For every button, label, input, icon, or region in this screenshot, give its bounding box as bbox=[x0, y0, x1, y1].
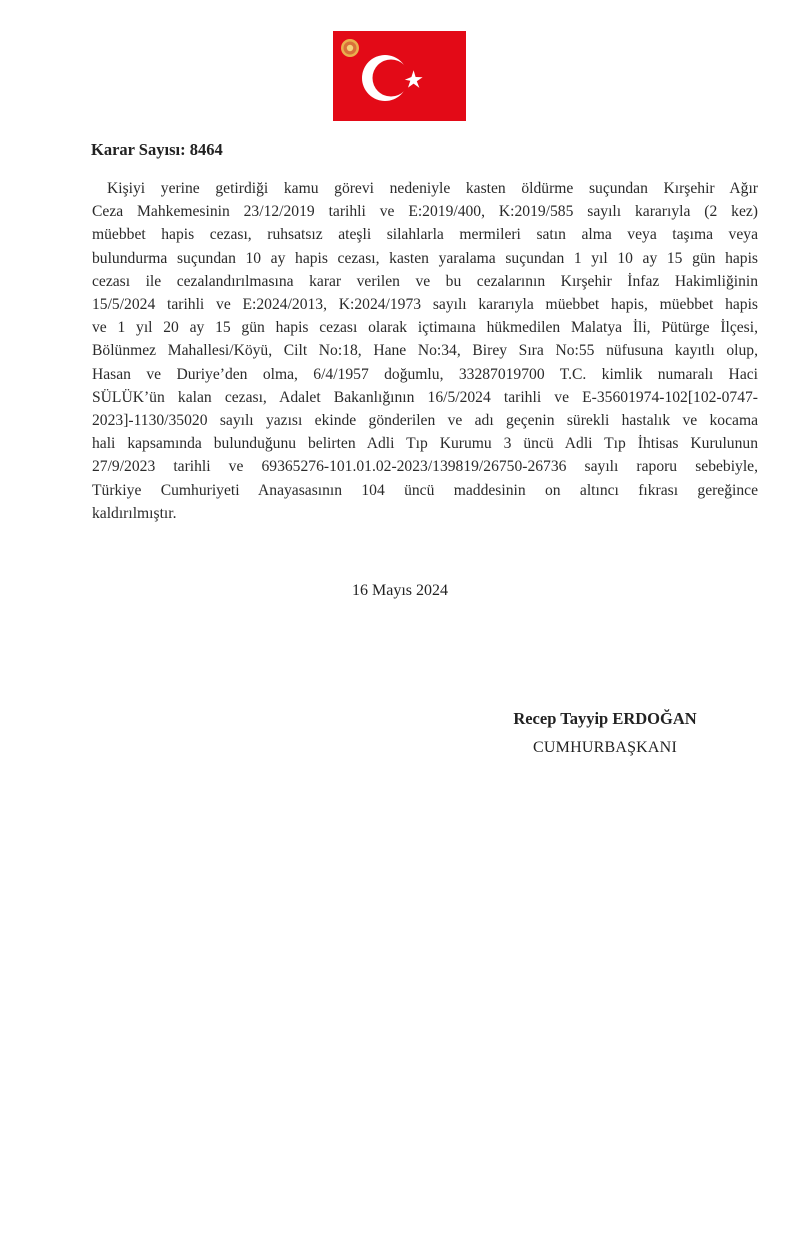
presidential-seal-icon bbox=[341, 39, 359, 57]
body-line: Ceza Mahkemesinin 23/12/2019 tarihli ve E:2019/400, K:2019/585 sayılı kararıyla (2 kez) bbox=[92, 203, 758, 221]
turkish-flag-emblem bbox=[333, 31, 466, 121]
signatory-title: CUMHURBAŞKANI bbox=[533, 739, 677, 756]
document-date: 16 Mayıs 2024 bbox=[352, 582, 448, 599]
decision-body bbox=[92, 177, 758, 525]
body-line: bulundurma suçundan 10 ay hapis cezası, kasten yaralama suçundan 1 yıl 10 ay 15 gün hapis bbox=[92, 249, 758, 267]
body-line: müebbet hapis cezası, ruhsatsız ateşli silahlarla mermileri satın alma veya taşıma veya bbox=[92, 226, 758, 244]
body-line: 15/5/2024 tarihli ve E:2024/2013, K:2024/1973 sayılı kararıyla müebbet hapis, müebbet hapis bbox=[92, 296, 758, 314]
body-line: cezası ile cezalandırılmasına karar verilen ve bu cezalarının Kırşehir İnfaz Hakimliğinin bbox=[92, 272, 758, 290]
crescent-inner bbox=[373, 60, 410, 97]
body-line: Kişiyi yerine getirdiği kamu görevi nedeniyle kasten öldürme suçundan Kırşehir Ağır bbox=[107, 180, 758, 197]
body-line: hali kapsamında bulunduğunu belirten Adli Tıp Kurumu 3 üncü Adli Tıp İhtisas Kurulunun bbox=[92, 435, 758, 453]
body-line: Bölünmez Mahallesi/Köyü, Cilt No:18, Hane No:34, Birey Sıra No:55 nüfusuna kayıtlı olup, bbox=[92, 342, 758, 360]
body-line: kaldırılmıştır. bbox=[92, 504, 177, 522]
body-line: 2023]-1130/35020 sayılı yazısı ekinde gönderilen ve adı geçenin sürekli hastalık ve kocama bbox=[92, 412, 758, 430]
body-line: 27/9/2023 tarihli ve 69365276-101.01.02-2023/139819/26750-26736 sayılı raporu sebebiyle, bbox=[92, 458, 758, 476]
body-line: Türkiye Cumhuriyeti Anayasasının 104 üncü maddesinin on altıncı fıkrası gereğince bbox=[92, 481, 758, 499]
decision-number: Karar Sayısı: 8464 bbox=[91, 140, 223, 159]
body-line: ve 1 yıl 20 ay 15 gün hapis cezası olarak içtimaına hükmedilen Malatya İli, Pütürge İlçesi, bbox=[92, 319, 758, 337]
body-line: SÜLÜK’ün kalan cezası, Adalet Bakanlığının 16/5/2024 tarihli ve E-35601974-102[102-0747- bbox=[92, 388, 758, 406]
body-line: Hasan ve Duriye’den olma, 6/4/1957 doğumlu, 33287019700 T.C. kimlik numaralı Haci bbox=[92, 365, 758, 383]
signatory-name: Recep Tayyip ERDOĞAN bbox=[513, 709, 697, 728]
